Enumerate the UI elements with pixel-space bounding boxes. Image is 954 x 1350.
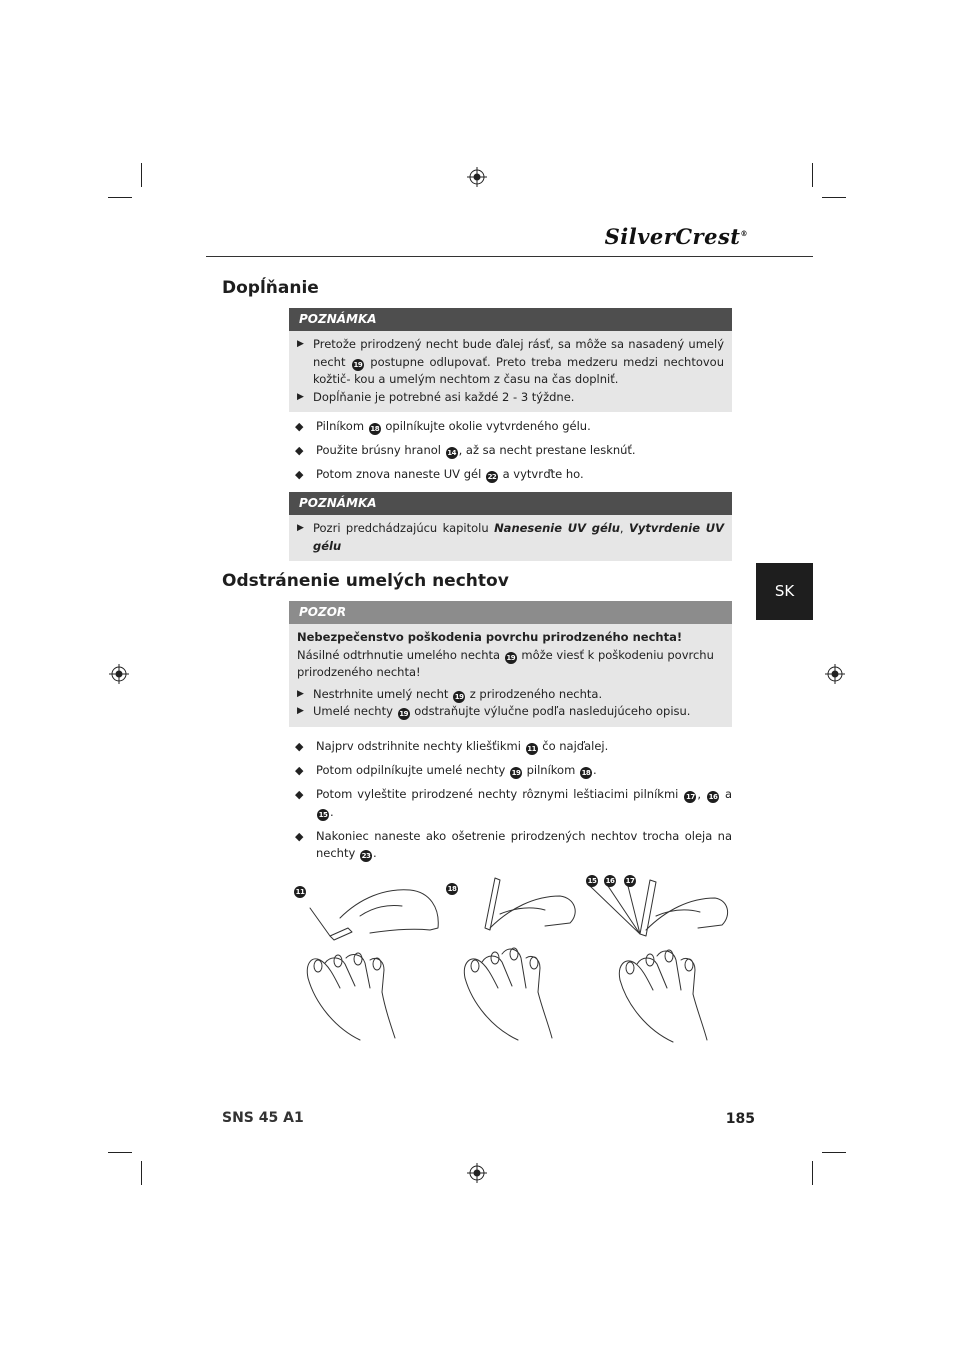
crop-mark (141, 1161, 142, 1185)
crop-mark (812, 163, 813, 187)
crop-mark (141, 163, 142, 187)
crop-mark (812, 1161, 813, 1185)
list-item: ◆ Nakoniec naneste ako ošetrenie prirodzených nechtov trocha oleja na nechty 23 . (295, 828, 732, 863)
registration-mark-icon (109, 664, 129, 684)
figure-polishing-files (590, 880, 728, 1042)
arrow-icon: ▶ (297, 339, 304, 349)
page-number: 185 (725, 1111, 755, 1127)
list-item: ◆ Potom znova naneste UV gél 22 a vytvrďte ho. (295, 466, 732, 484)
list-item: ◆ Potom vyleštite prirodzené nechty rôznymi leštiacimi pilníkmi 17 , 16 a 15 . (295, 786, 732, 821)
diamond-bullet-icon: ◆ (295, 788, 304, 801)
list-item: ◆ Pilníkom 18 opilníkujte okolie vytvrdeného gélu. (295, 418, 732, 436)
diamond-bullet-icon: ◆ (295, 829, 304, 843)
figure-nail-file (464, 878, 575, 1040)
registration-mark-icon (825, 664, 845, 684)
brand-logo: SilverCrest® (604, 224, 748, 249)
diamond-bullet-icon: ◆ (295, 740, 304, 753)
warning-heading: POZOR (289, 601, 732, 624)
figure-ref-number: 11 (295, 888, 305, 896)
figure-nail-clipper (307, 890, 438, 1040)
arrow-icon: ▶ (297, 523, 304, 533)
step-list (295, 418, 732, 490)
figure-ref-number: 18 (447, 885, 457, 893)
step-list (295, 738, 732, 869)
diamond-bullet-icon: ◆ (295, 468, 304, 481)
note-box (289, 492, 732, 561)
note-item: ▶ Pozri predchádzajúcu kapitolu Nanesenie UV gélu, Vytvrdenie UV gélu (297, 520, 724, 555)
registration-mark-icon (467, 167, 487, 187)
arrow-icon: ▶ (297, 391, 304, 402)
crop-mark (822, 1152, 846, 1153)
diamond-bullet-icon: ◆ (295, 420, 304, 433)
header-rule (206, 256, 813, 257)
note-item: ▶ Pretože prirodzený necht bude ďalej rásť, sa môže sa nasadený umelý necht 19 postupne odlupovať. Preto treba medzeru medzi nechtovou kožtič- kou a umelým nechtom z času na čas doplniť. (297, 336, 724, 389)
footer-model-number: SNS 45 A1 (222, 1110, 304, 1126)
arrow-icon: ▶ (297, 706, 304, 716)
warning-box (289, 601, 732, 727)
diamond-bullet-icon: ◆ (295, 444, 304, 457)
figure-ref-number: 17 (625, 877, 635, 885)
warning-item: ▶ Umelé nechty 19 odstraňujte výlučne podľa nasledujúceho opisu. (297, 703, 724, 721)
section-title-dopinanie: Dopĺňanie (222, 278, 319, 298)
figure-ref-number: 15 (587, 877, 597, 885)
warning-paragraph: Násilné odtrhnutie umelého nechta 19 môže viesť k poškodeniu povrchu prirodzeného nechta! (297, 647, 714, 679)
language-tab: SK (756, 563, 813, 620)
list-item: ◆ Najprv odstrihnite nechty kliešťikmi 11 čo najďalej. (295, 738, 732, 756)
list-item: ◆ Potom odpilníkujte umelé nechty 19 pilníkom 18 . (295, 762, 732, 780)
arrow-icon: ▶ (297, 688, 304, 699)
diamond-bullet-icon: ◆ (295, 764, 304, 777)
list-item: ◆ Použite brúsny hranol 14 , až sa necht prestane lesknúť. (295, 442, 732, 460)
warning-item: ▶ Nestrhnite umelý necht 19 z prirodzeného nechta. (297, 686, 724, 704)
note-heading: POZNÁMKA (289, 492, 732, 515)
crop-mark (108, 197, 132, 198)
ref-number: 19 (353, 360, 363, 369)
section-title-odstranenie: Odstránenie umelých nechtov (222, 571, 509, 591)
hand-illustrations (290, 868, 733, 1046)
crop-mark (822, 197, 846, 198)
note-item: ▶ Dopĺňanie je potrebné asi každé 2 - 3 týždne. (297, 389, 724, 407)
note-box (289, 308, 732, 412)
crop-mark (108, 1152, 132, 1153)
registration-mark-icon (467, 1163, 487, 1183)
warning-title: Nebezpečenstvo poškodenia povrchu prirodzeného nechta! (297, 630, 683, 644)
note-heading: POZNÁMKA (289, 308, 732, 331)
figure-ref-number: 16 (605, 877, 615, 885)
